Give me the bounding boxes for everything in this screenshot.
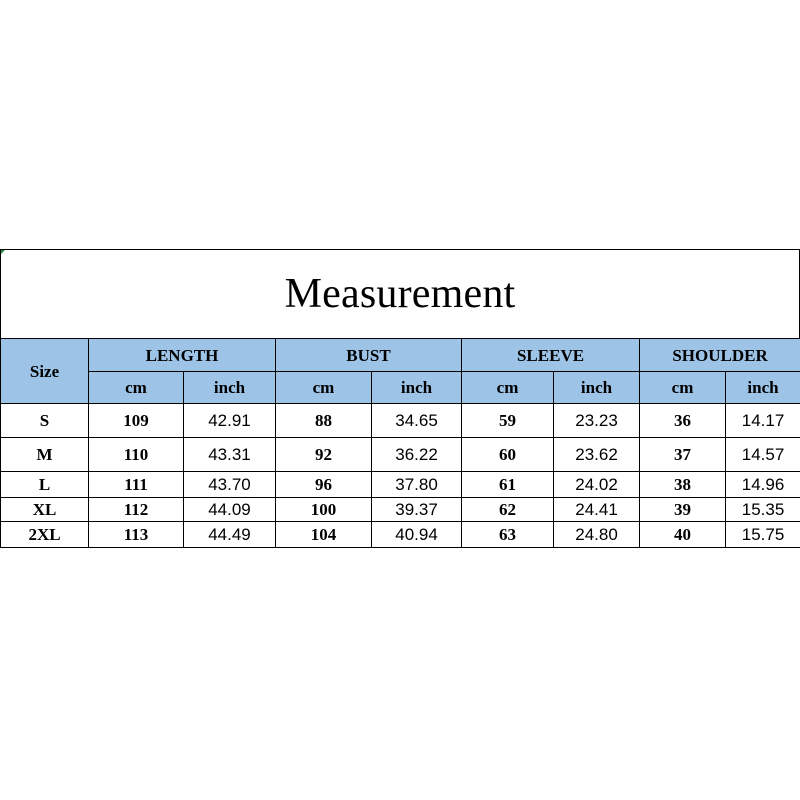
cm-value-cell: 59: [462, 404, 554, 438]
group-header-sleeve: SLEEVE: [462, 339, 640, 372]
inch-value-cell: 15.35: [726, 498, 800, 522]
size-label: 2XL: [1, 522, 89, 548]
cm-value-cell: 40: [640, 522, 726, 548]
inch-value-cell: 14.57: [726, 438, 800, 472]
cm-value-cell: 110: [89, 438, 184, 472]
inch-value-cell: 24.80: [554, 522, 640, 548]
inch-value-cell: 36.22: [372, 438, 462, 472]
inch-value-cell: 43.70: [184, 472, 276, 498]
inch-value-cell: 24.41: [554, 498, 640, 522]
measurement-sheet: [0, 249, 800, 550]
table-row: [1, 404, 800, 438]
title-cell: [0, 249, 800, 338]
unit-header-inch: inch: [554, 372, 640, 404]
inch-value-cell: 23.23: [554, 404, 640, 438]
cm-value-cell: 111: [89, 472, 184, 498]
inch-value-cell: 34.65: [372, 404, 462, 438]
table-row: [1, 472, 800, 498]
group-header-shoulder: SHOULDER: [640, 339, 800, 372]
cm-value-cell: 37: [640, 438, 726, 472]
table-row: [1, 498, 800, 522]
inch-value-cell: 15.75: [726, 522, 800, 548]
unit-header-inch: inch: [184, 372, 276, 404]
cm-value-cell: 88: [276, 404, 372, 438]
table-row: [1, 522, 800, 548]
size-label: M: [1, 438, 89, 472]
inch-value-cell: 42.91: [184, 404, 276, 438]
inch-value-cell: 14.96: [726, 472, 800, 498]
inch-value-cell: 24.02: [554, 472, 640, 498]
unit-header-inch: inch: [372, 372, 462, 404]
table-body: [1, 404, 800, 548]
size-chart-table: [0, 338, 800, 548]
unit-header-cm: cm: [276, 372, 372, 404]
inch-value-cell: 37.80: [372, 472, 462, 498]
unit-header-inch: inch: [726, 372, 800, 404]
inch-value-cell: 44.49: [184, 522, 276, 548]
cm-value-cell: 100: [276, 498, 372, 522]
cm-value-cell: 92: [276, 438, 372, 472]
group-header-row: [1, 339, 800, 372]
unit-header-cm: cm: [462, 372, 554, 404]
inch-value-cell: 39.37: [372, 498, 462, 522]
inch-value-cell: 14.17: [726, 404, 800, 438]
unit-header-cm: cm: [89, 372, 184, 404]
inch-value-cell: 40.94: [372, 522, 462, 548]
inch-value-cell: 23.62: [554, 438, 640, 472]
cm-value-cell: 113: [89, 522, 184, 548]
cm-value-cell: 63: [462, 522, 554, 548]
group-header-length: LENGTH: [89, 339, 276, 372]
table-row: [1, 438, 800, 472]
cm-value-cell: 61: [462, 472, 554, 498]
group-header-bust: BUST: [276, 339, 462, 372]
size-label: L: [1, 472, 89, 498]
size-header: Size: [1, 339, 89, 404]
cm-value-cell: 62: [462, 498, 554, 522]
page-title: Measurement: [284, 271, 516, 317]
cm-value-cell: 60: [462, 438, 554, 472]
inch-value-cell: 44.09: [184, 498, 276, 522]
inch-value-cell: 43.31: [184, 438, 276, 472]
size-label: S: [1, 404, 89, 438]
cm-value-cell: 38: [640, 472, 726, 498]
cm-value-cell: 112: [89, 498, 184, 522]
cm-value-cell: 109: [89, 404, 184, 438]
unit-header-cm: cm: [640, 372, 726, 404]
cm-value-cell: 36: [640, 404, 726, 438]
unit-header-row: [1, 372, 800, 404]
cm-value-cell: 104: [276, 522, 372, 548]
size-label: XL: [1, 498, 89, 522]
cm-value-cell: 39: [640, 498, 726, 522]
cm-value-cell: 96: [276, 472, 372, 498]
